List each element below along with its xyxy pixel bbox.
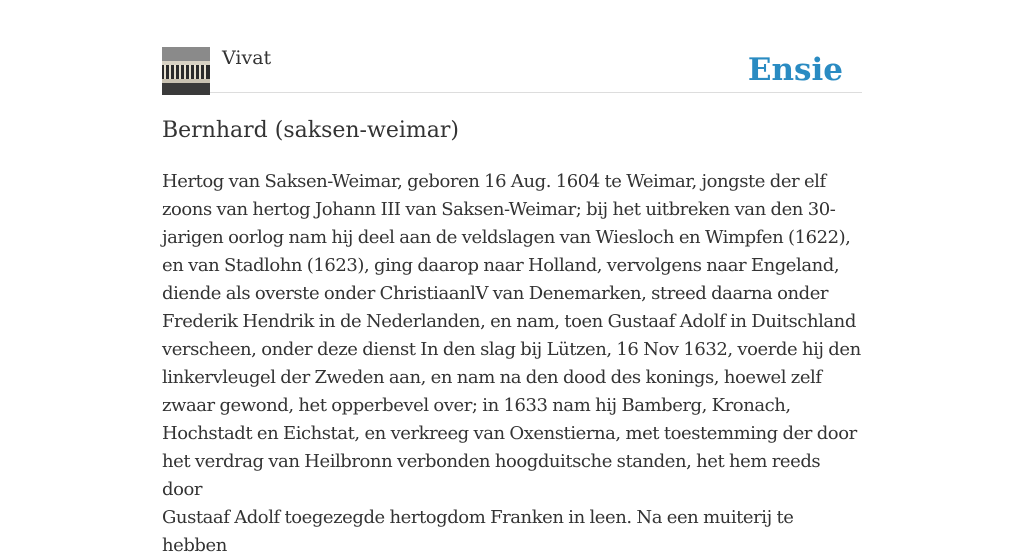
- book-spines-icon: [162, 47, 210, 95]
- source-name[interactable]: Vivat: [222, 47, 272, 69]
- source-avatar[interactable]: [162, 47, 210, 95]
- site-header: [162, 46, 862, 93]
- article-body: Hertog van Saksen-Weimar, geboren 16 Aug. 1604 te Weimar, jongste der elf zoons van hertog Johann III van Saksen-Weimar; bij het uitbreken van den 30- jarigen oorlog nam hij deel aan de veldslagen van Wiesloch en Wimpfen (1622), en van Stadlohn (1623), ging daarop naar Holland, vervolgens naar Engeland, diende als overste onder ChristiaanlV van Denemarken, streed daarna onder Frederik Hendrik in de Nederlanden, en nam, toen Gustaaf Adolf in Duitschland verscheen, onder deze dienst In den slag bij Lützen, 16 Nov 1632, voerde hij den linkervleugel der Zweden aan, en nam na den dood des konings, hoewel zelf zwaar gewond, het opperbevel over; in 1633 nam hij Bamberg, Kronach, Hochstadt en Eichstat, en verkreeg van Oxenstierna, met toestemming der door het verdrag van Heilbronn verbonden hoogduitsche standen, het hem reeds door Gustaaf Adolf toegezegde hertogdom Franken in leen. Na een muiterij te hebben: [162, 171, 861, 556]
- brand-logo[interactable]: Ensie: [747, 52, 843, 88]
- article-title: Bernhard (saksen-weimar): [162, 118, 459, 143]
